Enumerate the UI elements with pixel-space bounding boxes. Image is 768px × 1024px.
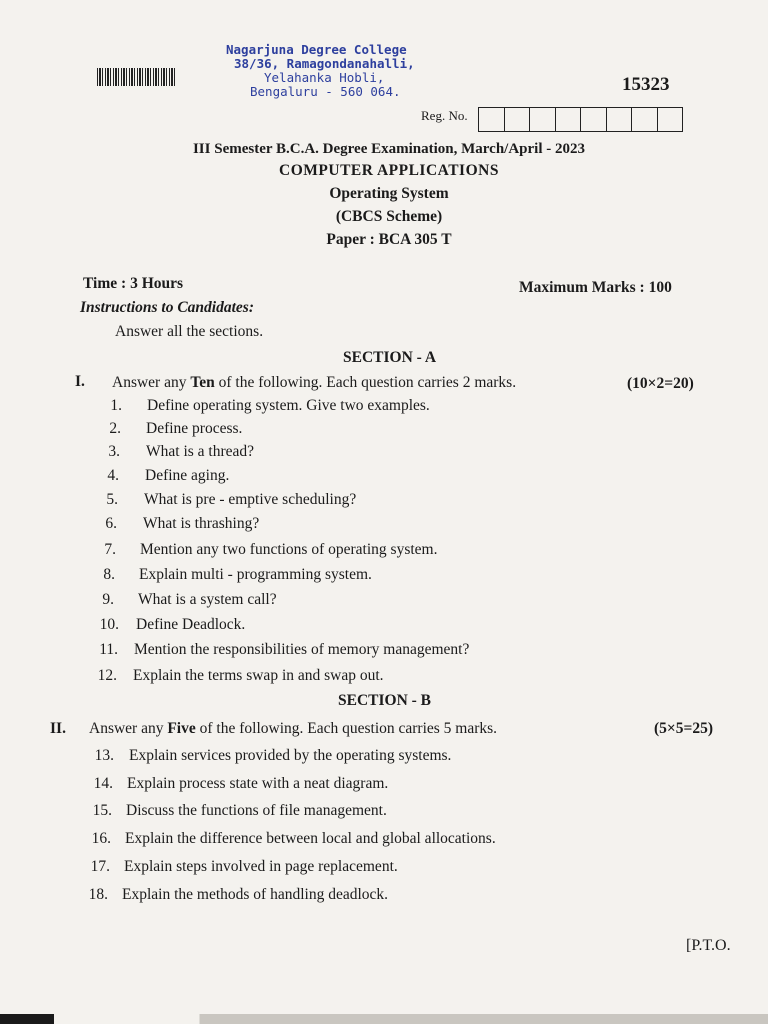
question-text: Define operating system. Give two examples. [147,397,430,414]
stamp-line-2: 38/36, Ramagondanahalli, [234,56,415,71]
question-number: 13. [94,747,114,764]
question-text: Mention the responsibilities of memory management? [134,641,470,658]
question-number: 10. [99,616,119,633]
question-text: Explain steps involved in page replacement. [124,858,398,875]
reg-no-label: Reg. No. [421,108,468,123]
section-a-roman: I. [75,373,85,390]
exam-title: III Semester B.C.A. Degree Examination, March/April - 2023 [192,141,586,157]
question-number: 8. [103,566,115,583]
reg-no-box [632,108,658,131]
question-number: 4. [107,467,119,484]
question-number: 6. [105,515,117,532]
question-text: What is a thread? [146,443,255,460]
question-text: Discuss the functions of file management. [126,802,387,819]
reg-no-boxes [478,107,683,132]
instructions-heading: Instructions to Candidates: [80,299,254,316]
section-b-roman: II. [50,720,66,737]
reg-no-box [581,108,607,131]
question-text: Define process. [146,420,243,437]
question-number: 2. [109,420,121,437]
question-text: Explain process state with a neat diagram. [127,775,389,792]
question-number: 3. [108,443,120,460]
stamp-line-1: Nagarjuna Degree College [226,42,407,57]
prompt-text: Answer any [89,720,168,737]
barcode-image [97,68,175,86]
question-number: 18. [88,886,108,903]
reg-no-box [505,108,531,131]
reg-no-box [556,108,582,131]
prompt-count: Ten [190,374,215,391]
page-bottom-edge [0,1014,768,1024]
reg-no-box [658,108,683,131]
section-a-title: SECTION - A [343,349,437,366]
question-number: 1. [110,397,122,414]
question-number: 17. [90,858,110,875]
section-b-marks: (5×5=25) [654,720,713,737]
question-number: 5. [106,491,118,508]
paper-code: 15323 [622,74,670,95]
time-allowed: Time : 3 Hours [83,275,184,292]
college-stamp [226,43,436,99]
section-b-prompt [89,720,497,738]
question-text: What is pre - emptive scheduling? [144,491,357,508]
scheme-title: (CBCS Scheme) [335,208,443,225]
question-text: Explain services provided by the operating systems. [129,747,452,764]
question-text: Define aging. [145,467,230,484]
subject-title: COMPUTER APPLICATIONS [279,162,499,179]
question-number: 9. [102,591,114,608]
section-b-title: SECTION - B [338,692,432,709]
question-text: Define Deadlock. [136,616,246,633]
question-number: 11. [99,641,118,658]
question-number: 12. [97,667,117,684]
reg-no-box [479,108,505,131]
question-number: 16. [91,830,111,847]
prompt-text: Answer any [112,374,191,391]
prompt-text: of the following. Each question carries 5 marks. [195,720,498,737]
question-text: What is thrashing? [143,515,260,532]
reg-no-box [607,108,633,131]
stamp-line-3: Yelahanka Hobli, [264,70,385,85]
question-number: 15. [92,802,112,819]
paper-title: Paper : BCA 305 T [326,231,452,248]
section-a-prompt [112,374,516,392]
reg-no-box [530,108,556,131]
question-text: Explain the methods of handling deadlock. [122,886,389,903]
prompt-text: of the following. Each question carries 2 marks. [214,374,517,391]
question-number: 14. [93,775,113,792]
question-number: 7. [104,541,116,558]
pto-mark: [P.T.O. [686,937,731,954]
question-text: What is a system call? [138,591,277,608]
prompt-count: Five [167,720,196,737]
course-title: Operating System [329,185,449,202]
instructions-text: Answer all the sections. [115,323,264,340]
stamp-line-4: Bengaluru - 560 064. [250,84,401,99]
question-text: Explain the difference between local and global allocations. [125,830,496,847]
question-text: Mention any two functions of operating system. [140,541,438,558]
maximum-marks: Maximum Marks : 100 [519,279,672,296]
question-text: Explain multi - programming system. [139,566,372,583]
question-text: Explain the terms swap in and swap out. [133,667,384,684]
section-a-marks: (10×2=20) [627,375,694,392]
